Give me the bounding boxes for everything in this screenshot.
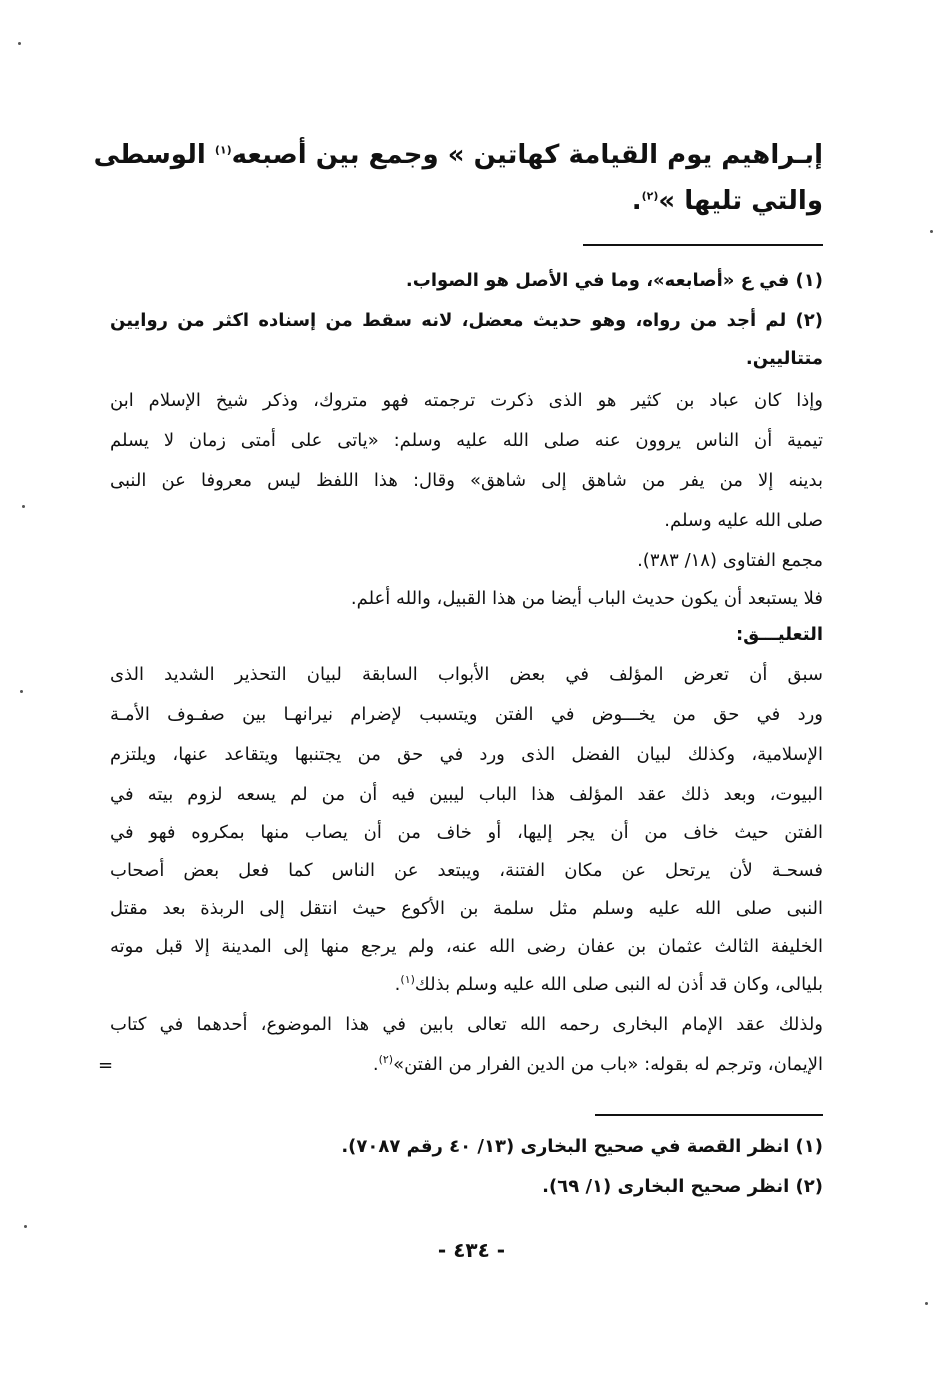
scan-speck <box>24 1225 27 1228</box>
footnote-para-1-line-3: بدينه إلا من يفر من شاهق إلى شاهق» وقال: هذا اللفظ ليس معروفا عن النبى <box>110 470 823 491</box>
commentary-line: البيوت، وبعد ذلك عقد المؤلف هذا الباب ليبين فيه أن من لم يسعه لزوم بيته في <box>110 784 823 805</box>
commentary-line: فسحـة لأن يرتحل عن مكان الفتنة، ويبتعد عن الناس كما فعل بعض أصحاب <box>110 860 823 881</box>
commentary-line-9-text: بليالى، وكان قد أذن له النبى صلى الله عليه وسلم بذلك <box>414 974 823 995</box>
source-citation: مجمع الفتاوى (١٨/ ٣٨٣). <box>637 550 823 571</box>
footnote-ref-2: (٢) <box>641 189 659 203</box>
hadith-line-2-text: والتي تليها » <box>658 186 823 216</box>
commentary-line-10: ولذلك عقد الإمام البخارى رحمه الله تعالى بابين في هذا الموضوع، أحدهما في كتاب <box>110 1014 823 1035</box>
bottom-footnote-1: (١) انظر القصة في صحيح البخارى (١٣/ ٤٠ رقم ٧٠٨٧). <box>341 1136 823 1157</box>
page-number: - ٤٣٤ - <box>437 1238 506 1262</box>
scan-speck <box>20 690 23 693</box>
footnote-separator-bottom <box>595 1114 823 1116</box>
scan-speck <box>18 42 21 45</box>
scan-speck <box>925 1302 928 1305</box>
commentary-line-9-end: . <box>394 974 401 995</box>
commentary-line: النبى صلى الله عليه وسلم مثل سلمة بن الأكوع حيث انتقل إلى الربذة بعد مقتل <box>110 898 823 919</box>
hadith-line-1 <box>93 140 823 170</box>
bottom-footnote-2: (٢) انظر صحيح البخارى (١/ ٦٩). <box>542 1176 823 1197</box>
footnote-2-line-2: متتاليين. <box>745 348 823 369</box>
footnote-1: (١) في ع «أصابعه»، وما في الأصل هو الصواب. <box>405 270 823 291</box>
footnote-ref-1b: (١) <box>400 973 415 986</box>
footnote-separator-top <box>583 244 823 246</box>
footnote-ref-1: (١) <box>214 143 232 157</box>
footnote-2-line-1: (٢) لم أجد من رواه، وهو حديث معضل، لانه سقط من إسناده اكثر من روايين <box>110 310 823 331</box>
footnote-para-2: فلا يستبعد أن يكون حديث الباب أيضا من هذا القبيل، والله أعلم. <box>350 588 823 609</box>
scan-speck <box>930 230 933 233</box>
footnote-para-1-line-2: تيمية أن الناس يروون عنه صلى الله عليه وسلم: «ياتى على أمتى زمان لا يسلم <box>110 430 823 451</box>
hadith-line-2 <box>110 186 823 216</box>
scan-speck <box>22 505 25 508</box>
commentary-line-11-text: الإيمان، وترجم له بقوله: «باب من الدين الفرار من الفتن» <box>393 1054 823 1075</box>
margin-mark: = <box>98 1055 114 1076</box>
commentary-line: ورد في حق من يخـــوض في الفتن ويتسبب لإضرام نيرانهـا بين صفـوف الأمـة <box>110 704 823 725</box>
commentary-line-11 <box>110 1054 823 1075</box>
commentary-line: الإسلامية، وكذلك لبيان الفضل الذى ورد في حق من يجتنبها ويتقاعد عنها، ويلتزم <box>110 744 823 765</box>
footnote-para-1-line-4: صلى الله عليه وسلم. <box>664 510 823 531</box>
commentary-line: سبق أن تعرض المؤلف في بعض الأبواب السابقة لبيان التحذير الشديد الذى <box>110 664 823 685</box>
commentary-line: الفتن حيث خاف من أن يجر إليها، أو خاف من أن يصاب منها بمكروه فهو في <box>110 822 823 843</box>
footnote-ref-2b: (٢) <box>378 1053 394 1066</box>
commentary-line: الخليفة الثالث عثمان بن عفان رضى الله عنه، ولم يرجع منها إلى المدينة إلا قبل موته <box>110 936 823 957</box>
commentary-line-11-end: . <box>372 1054 379 1075</box>
hadith-line-1-end: الوسطى <box>93 140 215 170</box>
commentary-heading: التعليـــق: <box>735 624 823 645</box>
footnote-para-1-line-1: وإذا كان عباد بن كثير هو الذى ذكرت ترجمته فهو متروك، وذكر شيخ الإسلام ابن <box>110 390 823 411</box>
commentary-line-9 <box>110 974 823 995</box>
hadith-line-2-end: . <box>631 186 642 216</box>
hadith-line-1-text: إبـراهيم يوم القيامة كهاتين » وجمع بين أصبعه <box>231 140 823 170</box>
